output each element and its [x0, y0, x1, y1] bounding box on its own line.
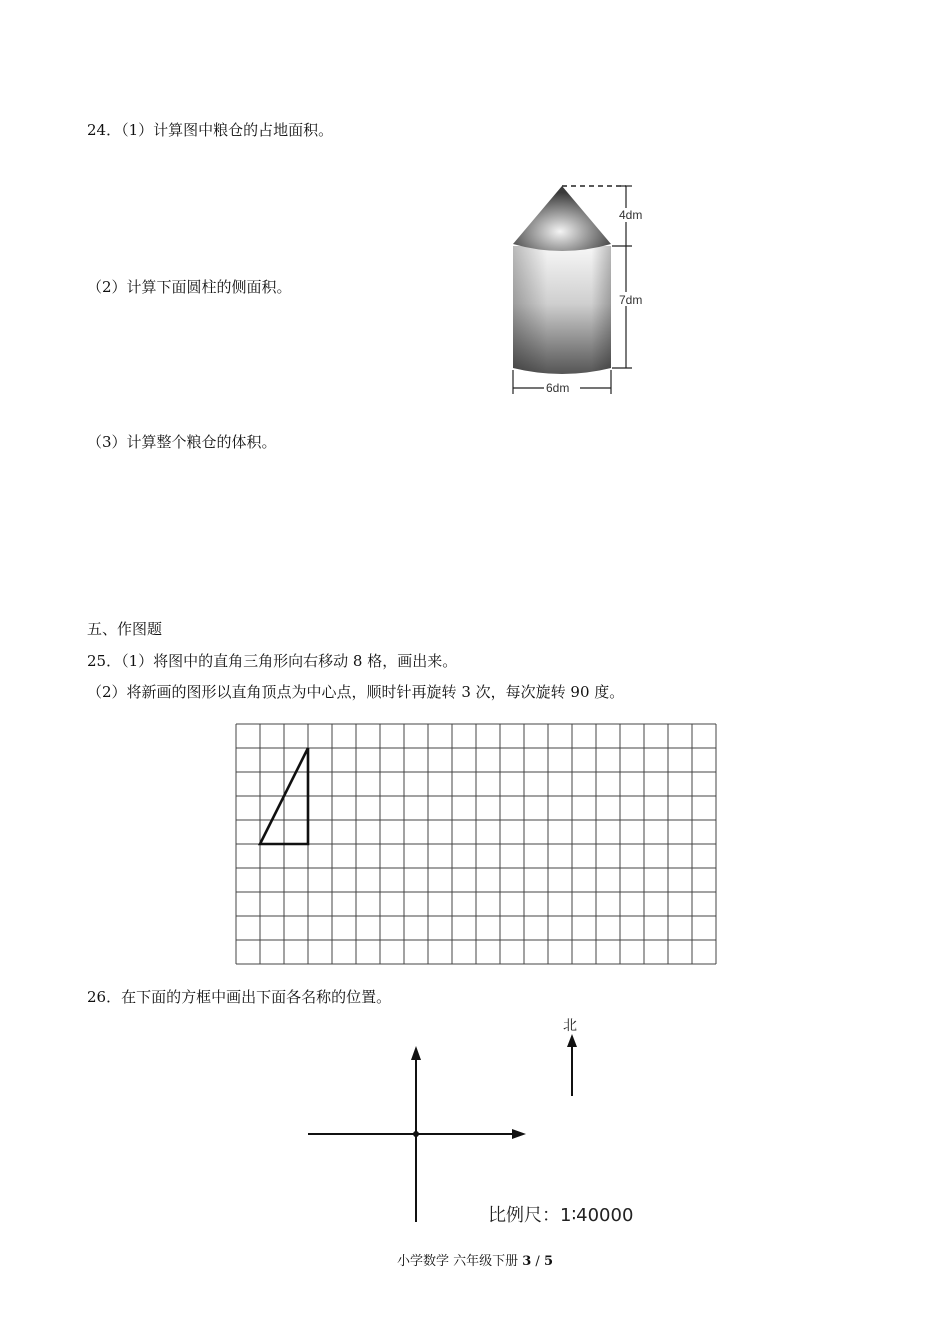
- q24-part2: （2）计算下面圆柱的侧面积。: [87, 278, 292, 296]
- section-title: 五、作图题: [87, 620, 163, 638]
- cone-top: [513, 186, 611, 251]
- footer-prefix: 小学数学 六年级下册: [396, 1254, 523, 1269]
- drawing-grid: [234, 722, 718, 966]
- cylinder-height-label: 7dm: [619, 293, 643, 307]
- footer-sep: /: [531, 1254, 544, 1269]
- granary-figure: [500, 180, 660, 400]
- scale-label: 比例尺：1∶40000: [488, 1205, 634, 1226]
- cone-height-label: 4dm: [619, 208, 643, 222]
- page-footer: [0, 1250, 950, 1269]
- q25-text2: （2）将新画的图形以直角顶点为中心点，顺时针再旋转 3 次，每次旋转 90 度。: [87, 683, 625, 701]
- coordinate-figure: [300, 1010, 660, 1230]
- q26-text: 26．在下面的方框中画出下面各名称的位置。: [87, 988, 392, 1006]
- footer-total: 5: [543, 1254, 553, 1269]
- footer-page: 3: [522, 1254, 532, 1269]
- q24-part3: （3）计算整个粮仓的体积。: [87, 433, 277, 451]
- diameter-label: 6dm: [546, 381, 570, 395]
- north-label: 北: [563, 1018, 577, 1034]
- q25-text1: 25．（1）将图中的直角三角形向右移动 8 格，画出来。: [87, 652, 458, 670]
- q24-text: 24．（1）计算图中粮仓的占地面积。: [87, 121, 334, 139]
